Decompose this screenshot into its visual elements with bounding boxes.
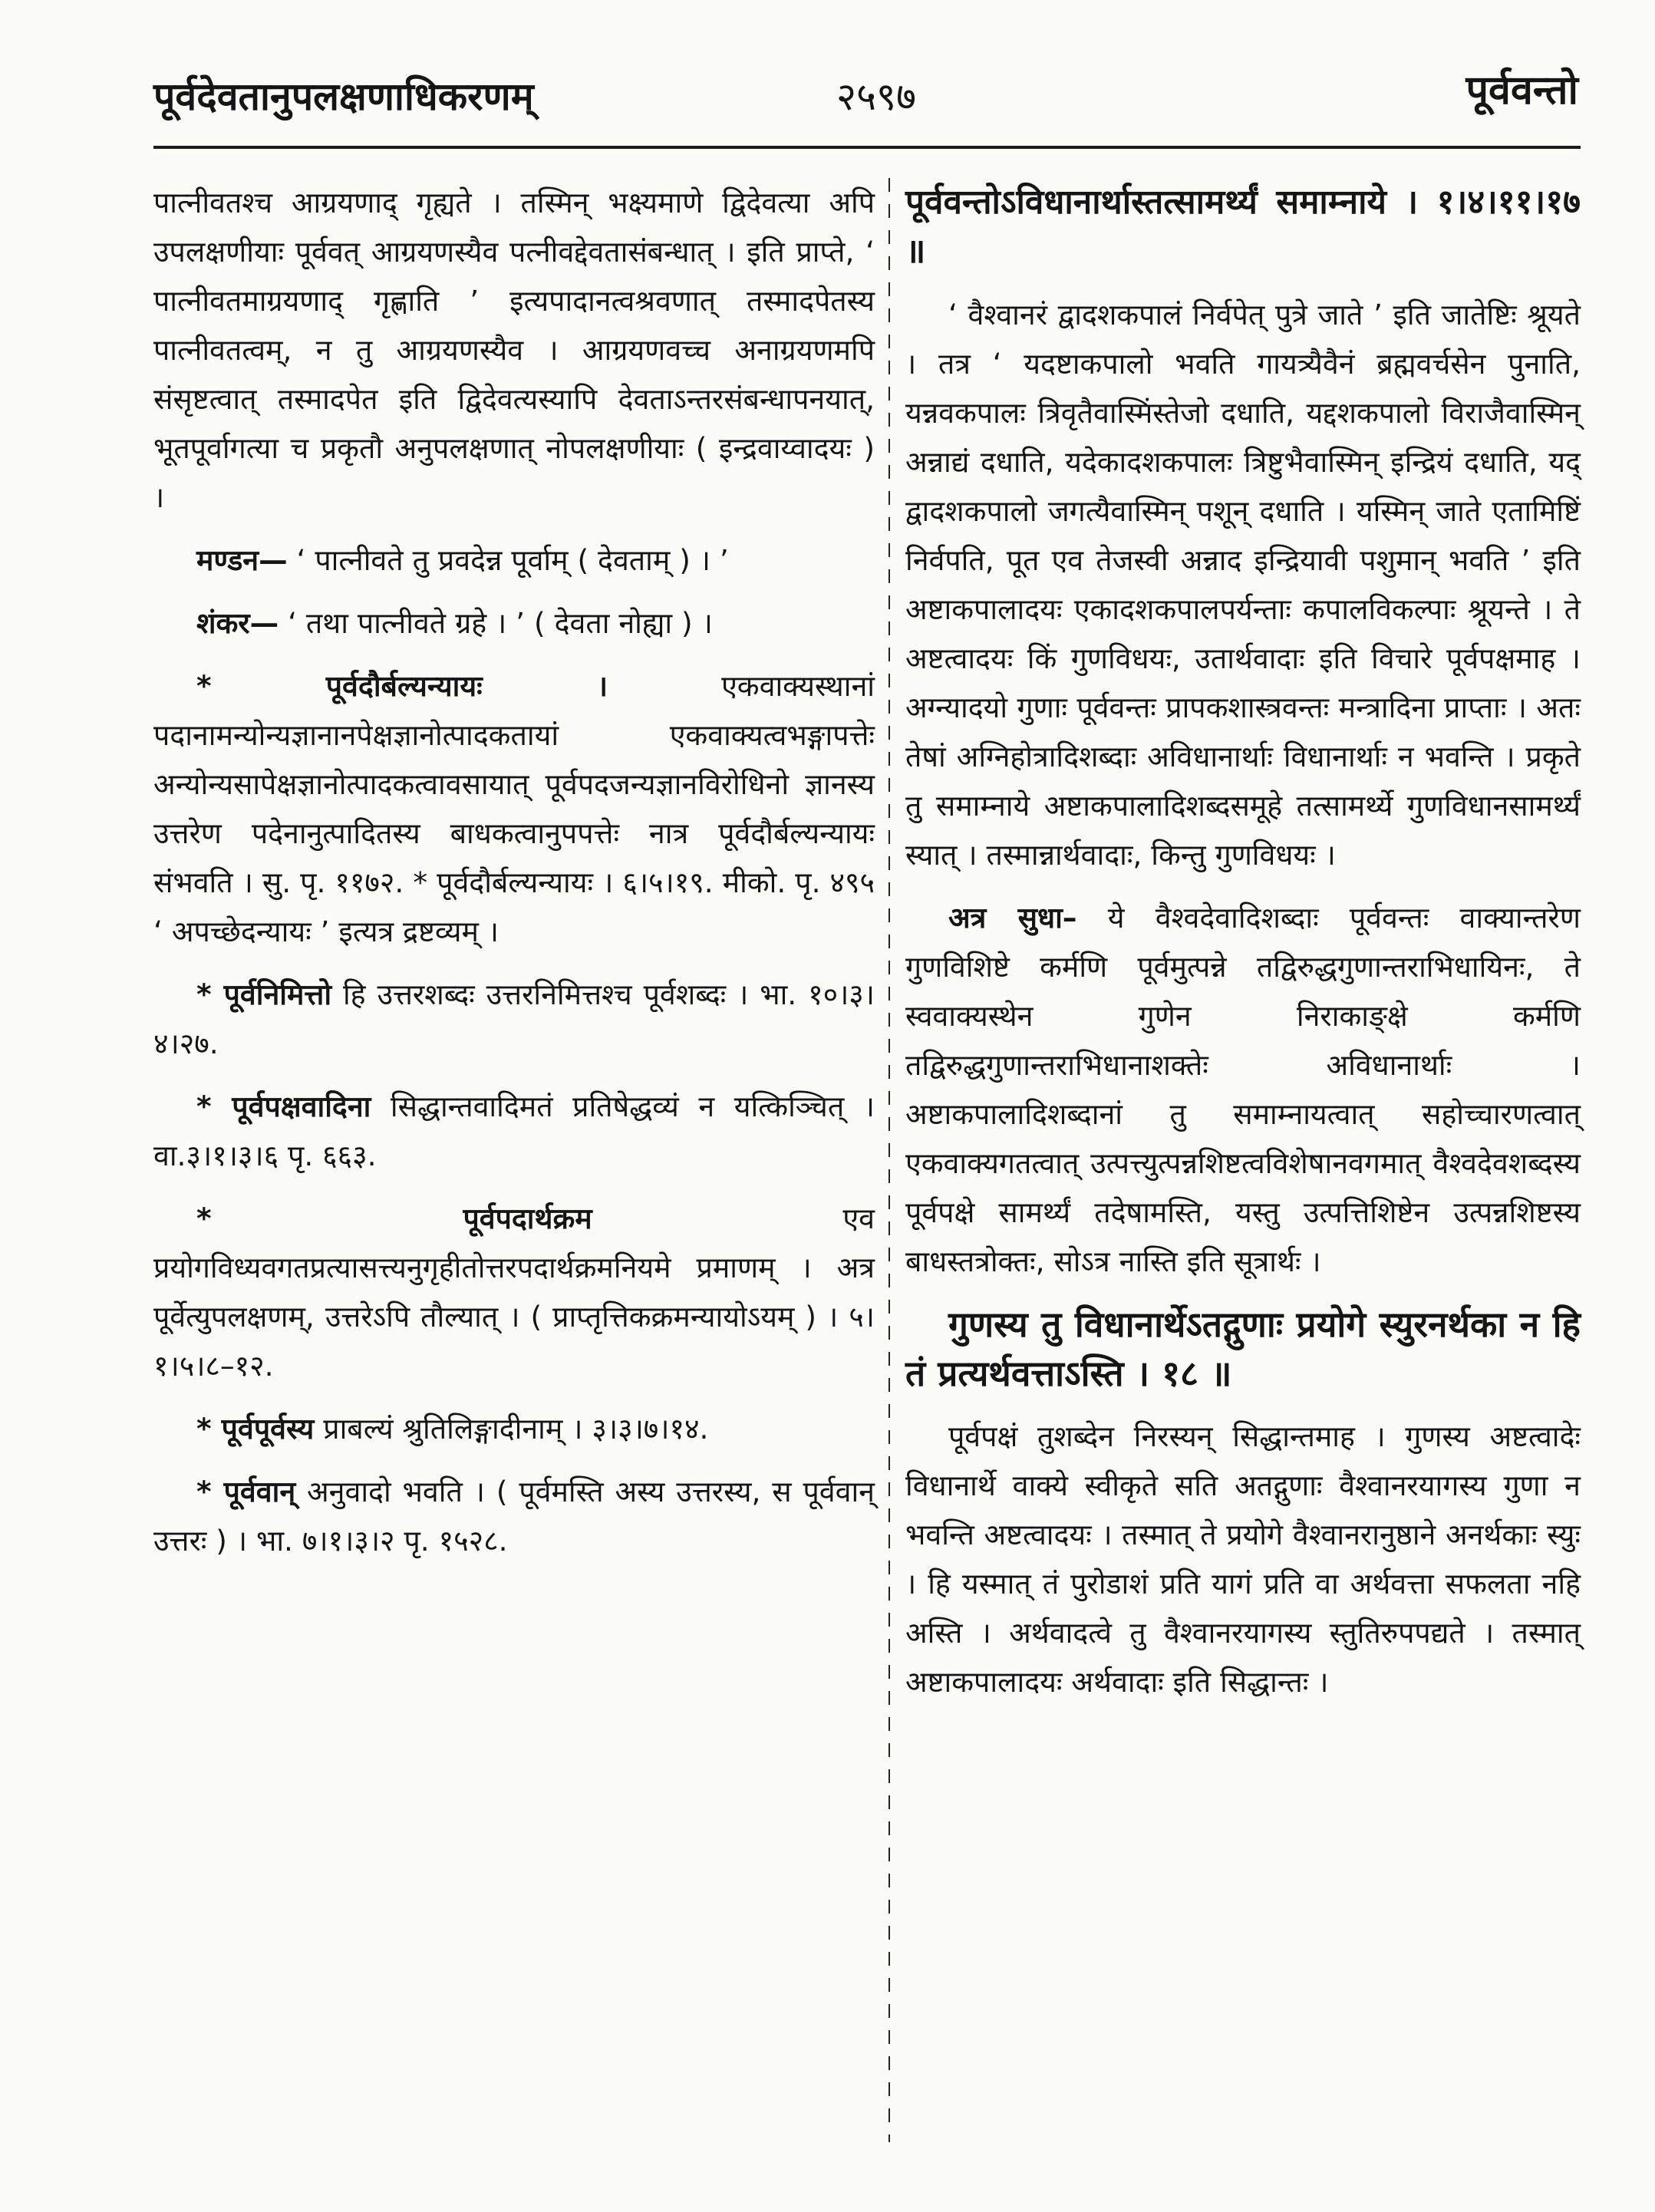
entry-head: * पूर्वदौर्बल्यन्यायः । (196, 669, 608, 703)
entry-text-2: * पूर्वदौर्बल्यन्यायः । ६।५।१९. मीको. पृ. ४९५ ‘ अपच्छेदन्यायः ’ इत्यत्र द्रष्टव्यम् । (153, 865, 875, 948)
right-column (905, 178, 1581, 1720)
entry-head: * पूर्वनिमित्तो (196, 977, 332, 1011)
running-head-left: पूर्वदेवतानुपलक्षणाधिकरणम् (153, 74, 534, 119)
entry-purvadaurbalya (153, 661, 875, 956)
sutra-17: पूर्ववन्तोऽविधानार्थास्तत्सामर्थ्यं समाम्नाये । १।४।११।१७ ॥ (905, 183, 1581, 271)
entry-text: एव प्रयोगविध्यवगतप्रत्यासत्त्यनुगृहीतोत्तरपदार्थक्रमनियमे प्रमाणम् । अत्र पूर्वेत्युपलक्षणम्, उत्तरेऽपि तौल्यात् । ( प्राप्तृत्तिकक्रमन्यायोऽयम् ) । ५।१।५।८–१२. (153, 1202, 875, 1383)
header-rule (153, 146, 1581, 149)
entry-text: हि उत्तरशब्दः उत्तरनिमित्तश्च पूर्वशब्दः । भा. १०।३।४।२७. (153, 977, 875, 1060)
page-number: २५९७ (836, 74, 916, 119)
mandan-label: मण्डन— (196, 543, 288, 577)
left-column (153, 178, 875, 1579)
entry-text: सिद्धान्तवादिमतं प्रतिषेद्धव्यं न यत्किञ्चित् । वा.३।१।३।६ पृ. ६६३. (153, 1090, 875, 1172)
shankar-text: ‘ तथा पात्नीवते ग्रहे । ’ ( देवता नोह्या ) । (288, 606, 713, 640)
mandan-text: ‘ पात्नीवते तु प्रवदेन्न पूर्वाम् ( देवताम् ) । ’ (296, 543, 729, 577)
sudha-commentary (905, 893, 1581, 1286)
entry-head: * पूर्वपक्षवादिना (196, 1090, 371, 1123)
shankar-label: शंकर— (196, 606, 279, 640)
entry-head: * पूर्वपदार्थक्रम (196, 1202, 592, 1235)
shankar-quote (153, 598, 875, 648)
entry-purvapakshavadina (153, 1082, 875, 1180)
entry-head: * पूर्ववान् (196, 1475, 296, 1508)
entry-head: * पूर्वपूर्वस्य (196, 1412, 315, 1446)
entry-text: अनुवादो भवति । ( पूर्वमस्ति अस्य उत्तरस्य, स पूर्ववान् उत्तरः ) । भा. ७।१।३।२ पृ. १५२८. (153, 1475, 875, 1558)
entry-purvanimitta (153, 970, 875, 1068)
left-paragraph-1: पात्नीवतश्च आग्रयणाद् गृह्यते । तस्मिन् भक्ष्यमाणे द्विदेवत्या अपि उपलक्षणीयाः पूर्ववत् आग्रयणस्यैव पत्नीवद्देवतासंबन्धात् । इति प्राप्ते, ‘ पात्नीवतमाग्रयणाद् गृह्णाति ’ इत्यपादानत्वश्रवणात् तस्मादपेतस्य पात्नीवतत्वम्, न तु आग्रयणस्यैव । आग्रयणवच्च अनाग्रयणमपि संसृष्टत्वात् तस्मादपेत इति द्विदेवत्यस्यापि देवताऽन्तरसंबन्धापनयात्, भूतपूर्वागत्या च प्रकृतौ अनुपलक्षणात् नोपलक्षणीयाः ( इन्द्रवाय्वादयः ) । (153, 186, 875, 514)
right-paragraph-2: पूर्वपक्षं तुशब्देन निरस्यन् सिद्धान्तमाह । गुणस्य अष्टत्वादेः विधानार्थे वाक्ये स्वीकृते सति अतद्गुणाः वैश्वानरयागस्य गुणा न भवन्ति अष्टत्वादयः । तस्मात् ते प्रयोगे वैश्वानरानुष्ठाने अनर्थकाः स्युः । हि यस्मात् तं पुरोडाशं प्रति यागं प्रति वा अर्थवत्ता सफलता नहि अस्ति । अर्थवादत्वे तु वैश्वानरयागस्य स्तुतिरुपपद्यते । तस्मात् अष्टाकपालादयः अर्थवादाः इति सिद्धान्तः । (905, 1419, 1581, 1699)
entry-text: प्राबल्यं श्रुतिलिङ्गादीनाम् । ३।३।७।१४. (323, 1412, 709, 1446)
entry-text: एकवाक्यस्थानां पदानामन्योन्यज्ञानानपेक्षज्ञानोत्पादकतायां एकवाक्यत्वभङ्गापत्तेः अन्योन्यसापेक्षज्ञानोत्पादकत्वावसायात् पूर्वपदजन्यज्ञानविरोधिनो ज्ञानस्य उत्तरेण पदेनानुत्पादितस्य बाधकत्वानुपपत्तेः नात्र पूर्वदौर्बल्यन्यायः संभवति । सु. पृ. ११७२. (153, 669, 875, 899)
sutra-18: गुणस्य तु विधानार्थेऽतद्गुणाः प्रयोगे स्युरनर्थका न हि तं प्रत्यर्थवत्ताऽस्ति । १८ ॥ (905, 1304, 1581, 1394)
entry-purvavan (153, 1467, 875, 1565)
right-paragraph-1: ‘ वैश्वानरं द्वादशकपालं निर्वपेत् पुत्रे जाते ’ इति जातेष्टिः श्रूयते । तत्र ‘ यदष्टाकपालो भवति गायत्र्यैवैनं ब्रह्मवर्चसेन पुनाति, यन्नवकपालः त्रिवृतैवास्मिंस्तेजो दधाति, यद्दशकपालो विराजैवास्मिन् अन्नाद्यं दधाति, यदेकादशकपालः त्रिष्टुभैवास्मिन् इन्द्रियं दधाति, यद् द्वादशकपालो जगत्यैवास्मिन् पशून् दधाति । यस्मिन् जाते एतामिष्टिं निर्वपति, पूत एव तेजस्वी अन्नाद इन्द्रियावी पशुमान् भवति ’ इति अष्टाकपालादयः एकादशकपालपर्यन्ताः कपालविकल्पाः श्रूयन्ते । ते अष्टत्वादयः किं गुणविधयः, उतार्थवादाः इति विचारे पूर्वपक्षमाह । अग्न्यादयो गुणाः पूर्ववन्तः प्रापकशास्त्रवन्तः मन्त्रादिना प्राप्ताः । अतः तेषां अग्निहोत्रादिशब्दाः अविधानार्थाः विधानार्थाः न भवन्ति । प्रकृते तु समाम्नाये अष्टाकपालादिशब्दसमूहे तत्सामर्थ्ये गुणविधानसामर्थ्यं स्यात् । तस्मान्नार्थवादाः, किन्तु गुणविधयः । (905, 298, 1581, 872)
entry-purvapadarthakrama (153, 1194, 875, 1390)
column-divider (888, 178, 890, 2142)
running-head-right: पूर्ववन्तो (1465, 68, 1578, 114)
entry-purvapurvasya (153, 1404, 875, 1453)
sudha-text: ये वैश्वदेवादिशब्दाः पूर्ववन्तः वाक्यान्तरेण गुणविशिष्टे कर्मणि पूर्वमुत्पन्ने तद्विरुद्धगुणान्तराभिधायिनः, ते स्ववाक्यस्थेन गुणेन निराकाङ्क्षे कर्मणि तद्विरुद्धगुणान्तराभिधानाशक्तेः अविधानार्थाः । अष्टाकपालादिशब्दानां तु समाम्नायत्वात् सहोच्चारणत्वात् एकवाक्यगतत्वात् उत्पत्त्युत्पन्नशिष्टत्वविशेषानवगमात् वैश्वदेवशब्दस्य पूर्वपक्षे सामर्थ्यं तदेषामस्ति, यस्तु उत्पत्तिशिष्टेन उत्पन्नशिष्टस्य बाधस्तत्रोक्तः, सोऽत्र नास्ति इति सूत्रार्थः । (905, 901, 1581, 1278)
page-header (153, 61, 1578, 130)
sudha-label: अत्र सुधा– (948, 901, 1077, 935)
mandan-quote (153, 536, 875, 585)
